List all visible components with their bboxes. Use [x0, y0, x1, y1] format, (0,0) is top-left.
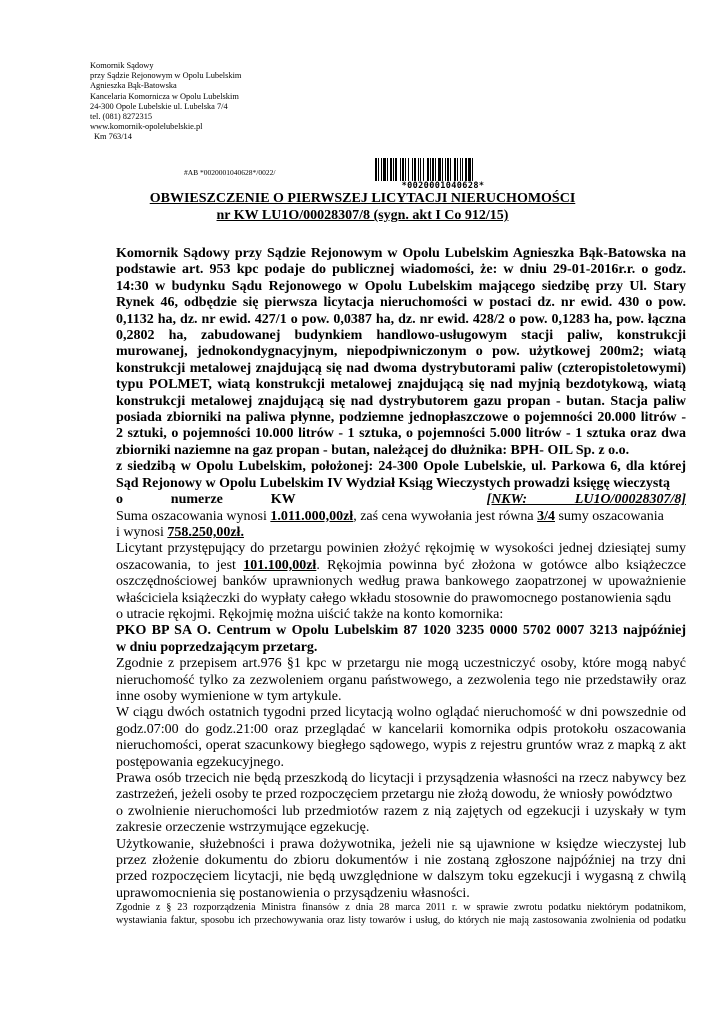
intro-line: 0,2802 ha, zabudowanej budynkiem handlowo-usługowym stacji paliw, konstrukcji: [116, 328, 686, 344]
intro-line: typu POLMET, wiatą konstrukcji metalowej znajdującą się nad myjnią bezdotykową, wiatą: [116, 377, 686, 393]
letterhead-website: www.komornik-opolelubelskie.pl: [90, 122, 203, 132]
paragraph-line: nieruchomość tylko za zezwoleniem organu państwowego, a zezwolenia tego nie przedstawiły oraz: [116, 672, 686, 688]
paragraph-line: Zgodnie z przepisem art.976 §1 kpc w przetargu nie mogą uczestniczyć osoby, które mogą nabyć: [116, 656, 686, 672]
letterhead-line: 24-300 Opole Lubelskie ul. Lubelska 7/4: [90, 101, 228, 111]
intro-line: Komornik Sądowy przy Sądzie Rejonowym w Opolu Lubelskim Agnieszka Bąk-Batowska na: [116, 246, 686, 261]
valuation-text: sumy oszacowania: [554, 508, 664, 524]
valuation-text: , zaś cena wywołania jest równa: [353, 508, 538, 524]
footnote-line: wystawiania faktur, sposobu ich przechowywania oraz listy towarów i usług, do których nie mają zastosowania zwolnienia od podatku: [116, 914, 686, 926]
paragraph-line: Prawa osób trzecich nie będą przeszkodą do licytacji i przysądzenia własności na rzecz nabywcy bez: [116, 771, 686, 786]
notice-subtitle: nr KW LU1O/00028307/8 (sygn. akt I Co 912/15): [216, 208, 509, 223]
paragraph-line: zakresie orzeczenie wstrzymujące egzekucję.: [116, 820, 370, 836]
letterhead-line: Komornik Sądowy: [90, 61, 154, 70]
paragraph-line: W ciągu dwóch ostatnich tygodni przed licytacją wolno oglądać nieruchomość w dni powszednie od: [116, 705, 686, 721]
valuation-text: i wynosi: [116, 524, 168, 540]
deposit-line: oszczędnościowej banków uprawnionych według prawa bankowego zaopatrzonej w upoważnienie: [116, 574, 686, 590]
third-party-rights-paragraph: [116, 771, 686, 837]
intro-line: z siedzibą w Opolu Lubelskim, położonej: 24-300 Opole Lubelskie, ul. Parkowa 6, dla której: [116, 459, 686, 475]
deposit-line: Licytant przystępujący do przetargu powinien złożyć rękojmię w wysokości jednej dziesiątej sumy: [116, 541, 686, 557]
paragraph-line: o zwolnienie nieruchomości lub przedmiotów razem z nią zajętych od egzekucji i uzyskały w tym: [116, 803, 686, 819]
paragraph-line: uprawomocnienia się postanowienia o przysądzeniu własności.: [116, 885, 470, 901]
deposit-text: oszacowania, to jest: [116, 557, 244, 573]
valuation-line: [116, 509, 686, 525]
kw-number: [NKW: LU1O/00028307/8]: [486, 492, 686, 508]
letterhead-line: Agnieszka Bąk-Batowska: [90, 81, 177, 91]
land-register-line: [116, 492, 686, 508]
paragraph-line: nieruchomości, operat szacunkowy biegłego sądowego, wypis z rejestru gruntów wraz z mapką z akt: [116, 738, 686, 754]
paragraph-line: inne osoby wymienione w tym artykule.: [116, 688, 342, 704]
intro-line: murowanej, jednokondygnacyjnym, niepodpiwniczonym o pow. użytkowej 200m2; wiatą: [116, 344, 686, 360]
call-price-line: [116, 525, 686, 541]
valuation-sum: 1.011.000,00zł: [270, 508, 354, 524]
paragraph-line: Użytkowanie, służebności i prawa dożywotnika, jeżeli nie są ujawnione w księdze wieczystej lub: [116, 836, 686, 852]
bailiff-letterhead: [90, 61, 241, 143]
valuation-paragraph: [116, 509, 686, 542]
call-price-fraction: 3/4: [537, 508, 555, 524]
bank-account-line: PKO BP SA O. Centrum w Opolu Lubelskim 87 1020 3235 0000 5702 0007 3213 najpóźniej: [116, 623, 686, 639]
paragraph-line: postępowania egzekucyjnego.: [116, 754, 284, 770]
intro-line: Rynek 46, odbędzie się pierwsza licytacja nieruchomości w postaci dz. nr ewid. 430 o pow.: [116, 295, 686, 311]
deposit-line: o utracie rękojmi. Rękojmię można uiścić także na konto komornika:: [116, 606, 504, 622]
deposit-line: właściciela książeczki do wypłaty całego wkładu stosownie do prawomocnego postanowienia sądu: [116, 590, 672, 606]
intro-line: Sąd Rejonowy w Opolu Lubelskim IV Wydział Ksiąg Wieczystych prowadzi księgę wieczystą: [116, 475, 670, 491]
barcode: [375, 158, 511, 192]
intro-line: zbiorniki naziemne na gaz propan - butan, należącej do dłużnika: BPH- OIL Sp. z o.o.: [116, 442, 630, 458]
barcode-text: *0020001040628*: [375, 181, 511, 191]
intro-line: konstrukcji metalowej znajdującą się nad dwoma dystrybutorami paliw (czteropistoletowymi): [116, 360, 686, 376]
deposit-line: [116, 558, 686, 574]
footnote-line: Zgodnie z § 23 rozporządzenia Ministra finansów z dnia 28 marca 2011 r. w sprawie zwrotu podatku niektórym podatnikom,: [116, 902, 686, 914]
paragraph-line: zastrzeżeń, jeżeli osoby te przed rozpoczęciem przetargu nie złożą dowodu, że wniosły powództwo: [116, 787, 673, 803]
intro-line: 0,1132 ha, dz. nr ewid. 427/1 o pow. 0,0387 ha, dz. nr ewid. 428/2 o pow. 0,1283 ha, pow. łączna: [116, 311, 686, 327]
paragraph-line: przed rozpoczęciem licytacji, nie będą uwzględnione w dalszym toku egzekucji i wygasną z chwilą: [116, 869, 686, 885]
deposit-paragraph: [116, 541, 686, 623]
deposit-amount: 101.100,00zł: [243, 557, 317, 573]
kw-prefix: o numerze KW: [116, 492, 487, 508]
intro-paragraph: [116, 246, 686, 509]
bank-account-paragraph: [116, 623, 686, 656]
intro-line: 2 sztuki, o pojemności 10.000 litrów - 1 sztuka, o pojemności 5.000 litrów - 1 sztuka oraz dwa: [116, 426, 686, 442]
participation-paragraph: [116, 656, 686, 705]
tax-footnote: [116, 902, 686, 927]
valuation-text: Suma oszacowania wynosi: [116, 508, 271, 524]
inspection-paragraph: [116, 705, 686, 771]
call-price-amount: 758.250,00zł.: [167, 524, 244, 540]
bank-deadline-line: w dniu poprzedzającym przetarg.: [116, 639, 318, 655]
intro-line: konstrukcji metalowej znajdującą się nad dystrybutorem gazu propan - butan. Stacja paliw: [116, 393, 686, 409]
paragraph-line: godz.07:00 do godz.21:00 oraz przeglądać w kancelarii komornika odpis protokołu oszacowania: [116, 721, 686, 737]
intro-line: podstawie art. 953 kpc podaje do publicznej wiadomości, że: w dniu 29-01-2016r.r. o godz.: [116, 262, 686, 278]
letterhead-line: tel. (081) 8272315: [90, 112, 153, 122]
intro-line: posiada zbiorniki na paliwa płynne, podziemne jednopłaszczowe o pojemności 20.000 litrów -: [116, 410, 686, 426]
notice-title: OBWIESZCZENIE O PIERWSZEJ LICYTACJI NIERUCHOMOŚCI: [149, 191, 576, 206]
notice-body: [116, 246, 686, 927]
reference-code: #AB *0020001040628*/0022/: [184, 168, 276, 177]
letterhead-line: Kancelaria Komornicza w Opolu Lubelskim: [90, 91, 239, 101]
letterhead-line: przy Sądzie Rejonowym w Opolu Lubelskim: [90, 71, 242, 81]
easements-paragraph: [116, 837, 686, 903]
deposit-text: . Rękojmia powinna być złożona w gotówce albo książeczce: [316, 557, 686, 573]
case-number: Km 763/14: [94, 132, 132, 142]
paragraph-line: przez złożenie dokumentu do zbioru dokumentów i nie zostaną zgłoszone najpóźniej na trzy dni: [116, 853, 686, 869]
intro-line: 14:30 w budynku Sądu Rejonowego w Opolu Lubelskim mającego siedzibę przy Ul. Stary: [116, 278, 686, 294]
